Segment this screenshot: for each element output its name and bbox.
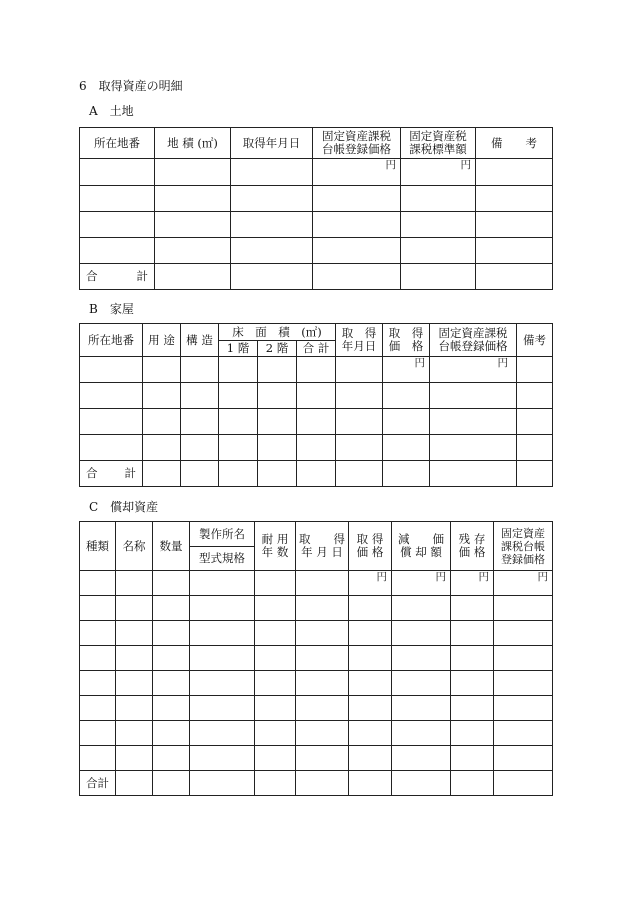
yen-unit: 円 <box>392 571 451 596</box>
house-col-price: 取 得 価 格 <box>383 324 430 357</box>
table-row <box>80 238 553 264</box>
dep-col-qty: 数量 <box>153 522 190 571</box>
table-row <box>80 212 553 238</box>
table-row <box>80 746 553 771</box>
house-col-floor1: 1 階 <box>219 341 258 357</box>
house-heading: B 家屋 <box>89 302 134 316</box>
depreciable-header-row-1 <box>80 522 553 547</box>
house-col-floor2: 2 階 <box>258 341 297 357</box>
dep-col-register: 固定資産 課税台帳 登録価格 <box>494 522 553 571</box>
house-table <box>79 323 553 487</box>
house-header-row-1 <box>80 324 553 341</box>
section-title: 6 取得資産の明細 <box>79 79 183 93</box>
house-col-structure: 構 造 <box>181 324 219 357</box>
house-col-floor-area: 床 面 積 (㎡) <box>219 324 336 341</box>
table-row <box>80 646 553 671</box>
dep-col-type: 種類 <box>80 522 116 571</box>
table-row <box>80 571 553 596</box>
house-col-register: 固定資産課税 台帳登録価格 <box>430 324 517 357</box>
depreciable-total-row <box>80 771 553 796</box>
land-col-remarks: 備 考 <box>476 128 553 159</box>
table-row <box>80 696 553 721</box>
depreciable-total-label: 合計 <box>80 771 116 796</box>
land-total-row <box>80 264 553 290</box>
dep-col-date: 取 得 年 月 日 <box>296 522 349 571</box>
land-col-standard: 固定資産税 課税標準額 <box>401 128 476 159</box>
table-row <box>80 383 553 409</box>
table-row <box>80 186 553 212</box>
house-col-location: 所在地番 <box>80 324 143 357</box>
land-col-location: 所在地番 <box>80 128 155 159</box>
land-table <box>79 127 553 290</box>
table-row <box>80 721 553 746</box>
house-col-remarks: 備考 <box>517 324 553 357</box>
table-row <box>80 159 553 186</box>
table-row <box>80 435 553 461</box>
house-col-floor-total: 合 計 <box>297 341 336 357</box>
yen-unit: 円 <box>430 357 517 383</box>
land-col-area: 地 積 (㎡) <box>155 128 231 159</box>
table-row <box>80 671 553 696</box>
house-total-row <box>80 461 553 487</box>
yen-unit: 円 <box>401 159 476 186</box>
dep-col-life: 耐 用 年 数 <box>255 522 296 571</box>
land-col-date: 取得年月日 <box>231 128 313 159</box>
depreciable-heading: C 償却資産 <box>89 500 159 514</box>
house-total-label: 合 計 <box>80 461 143 487</box>
dep-col-name: 名称 <box>116 522 153 571</box>
dep-col-depreciation: 減 価 償 却 額 <box>392 522 451 571</box>
yen-unit: 円 <box>451 571 494 596</box>
depreciable-table <box>79 521 553 796</box>
table-row <box>80 409 553 435</box>
table-row <box>80 357 553 383</box>
dep-col-price: 取 得 価 格 <box>349 522 392 571</box>
house-col-date: 取 得 年月日 <box>336 324 383 357</box>
yen-unit: 円 <box>383 357 430 383</box>
yen-unit: 円 <box>349 571 392 596</box>
land-header-row <box>80 128 553 159</box>
dep-col-maker: 製作所名 <box>190 522 255 547</box>
house-col-use: 用 途 <box>143 324 181 357</box>
land-col-register: 固定資産課税 台帳登録価格 <box>313 128 401 159</box>
yen-unit: 円 <box>494 571 553 596</box>
dep-col-residual: 残 存 価 格 <box>451 522 494 571</box>
table-row <box>80 596 553 621</box>
yen-unit: 円 <box>313 159 401 186</box>
land-total-label: 合 計 <box>80 264 155 290</box>
land-heading: A 土地 <box>89 104 134 118</box>
dep-col-model: 型式規格 <box>190 547 255 571</box>
table-row <box>80 621 553 646</box>
